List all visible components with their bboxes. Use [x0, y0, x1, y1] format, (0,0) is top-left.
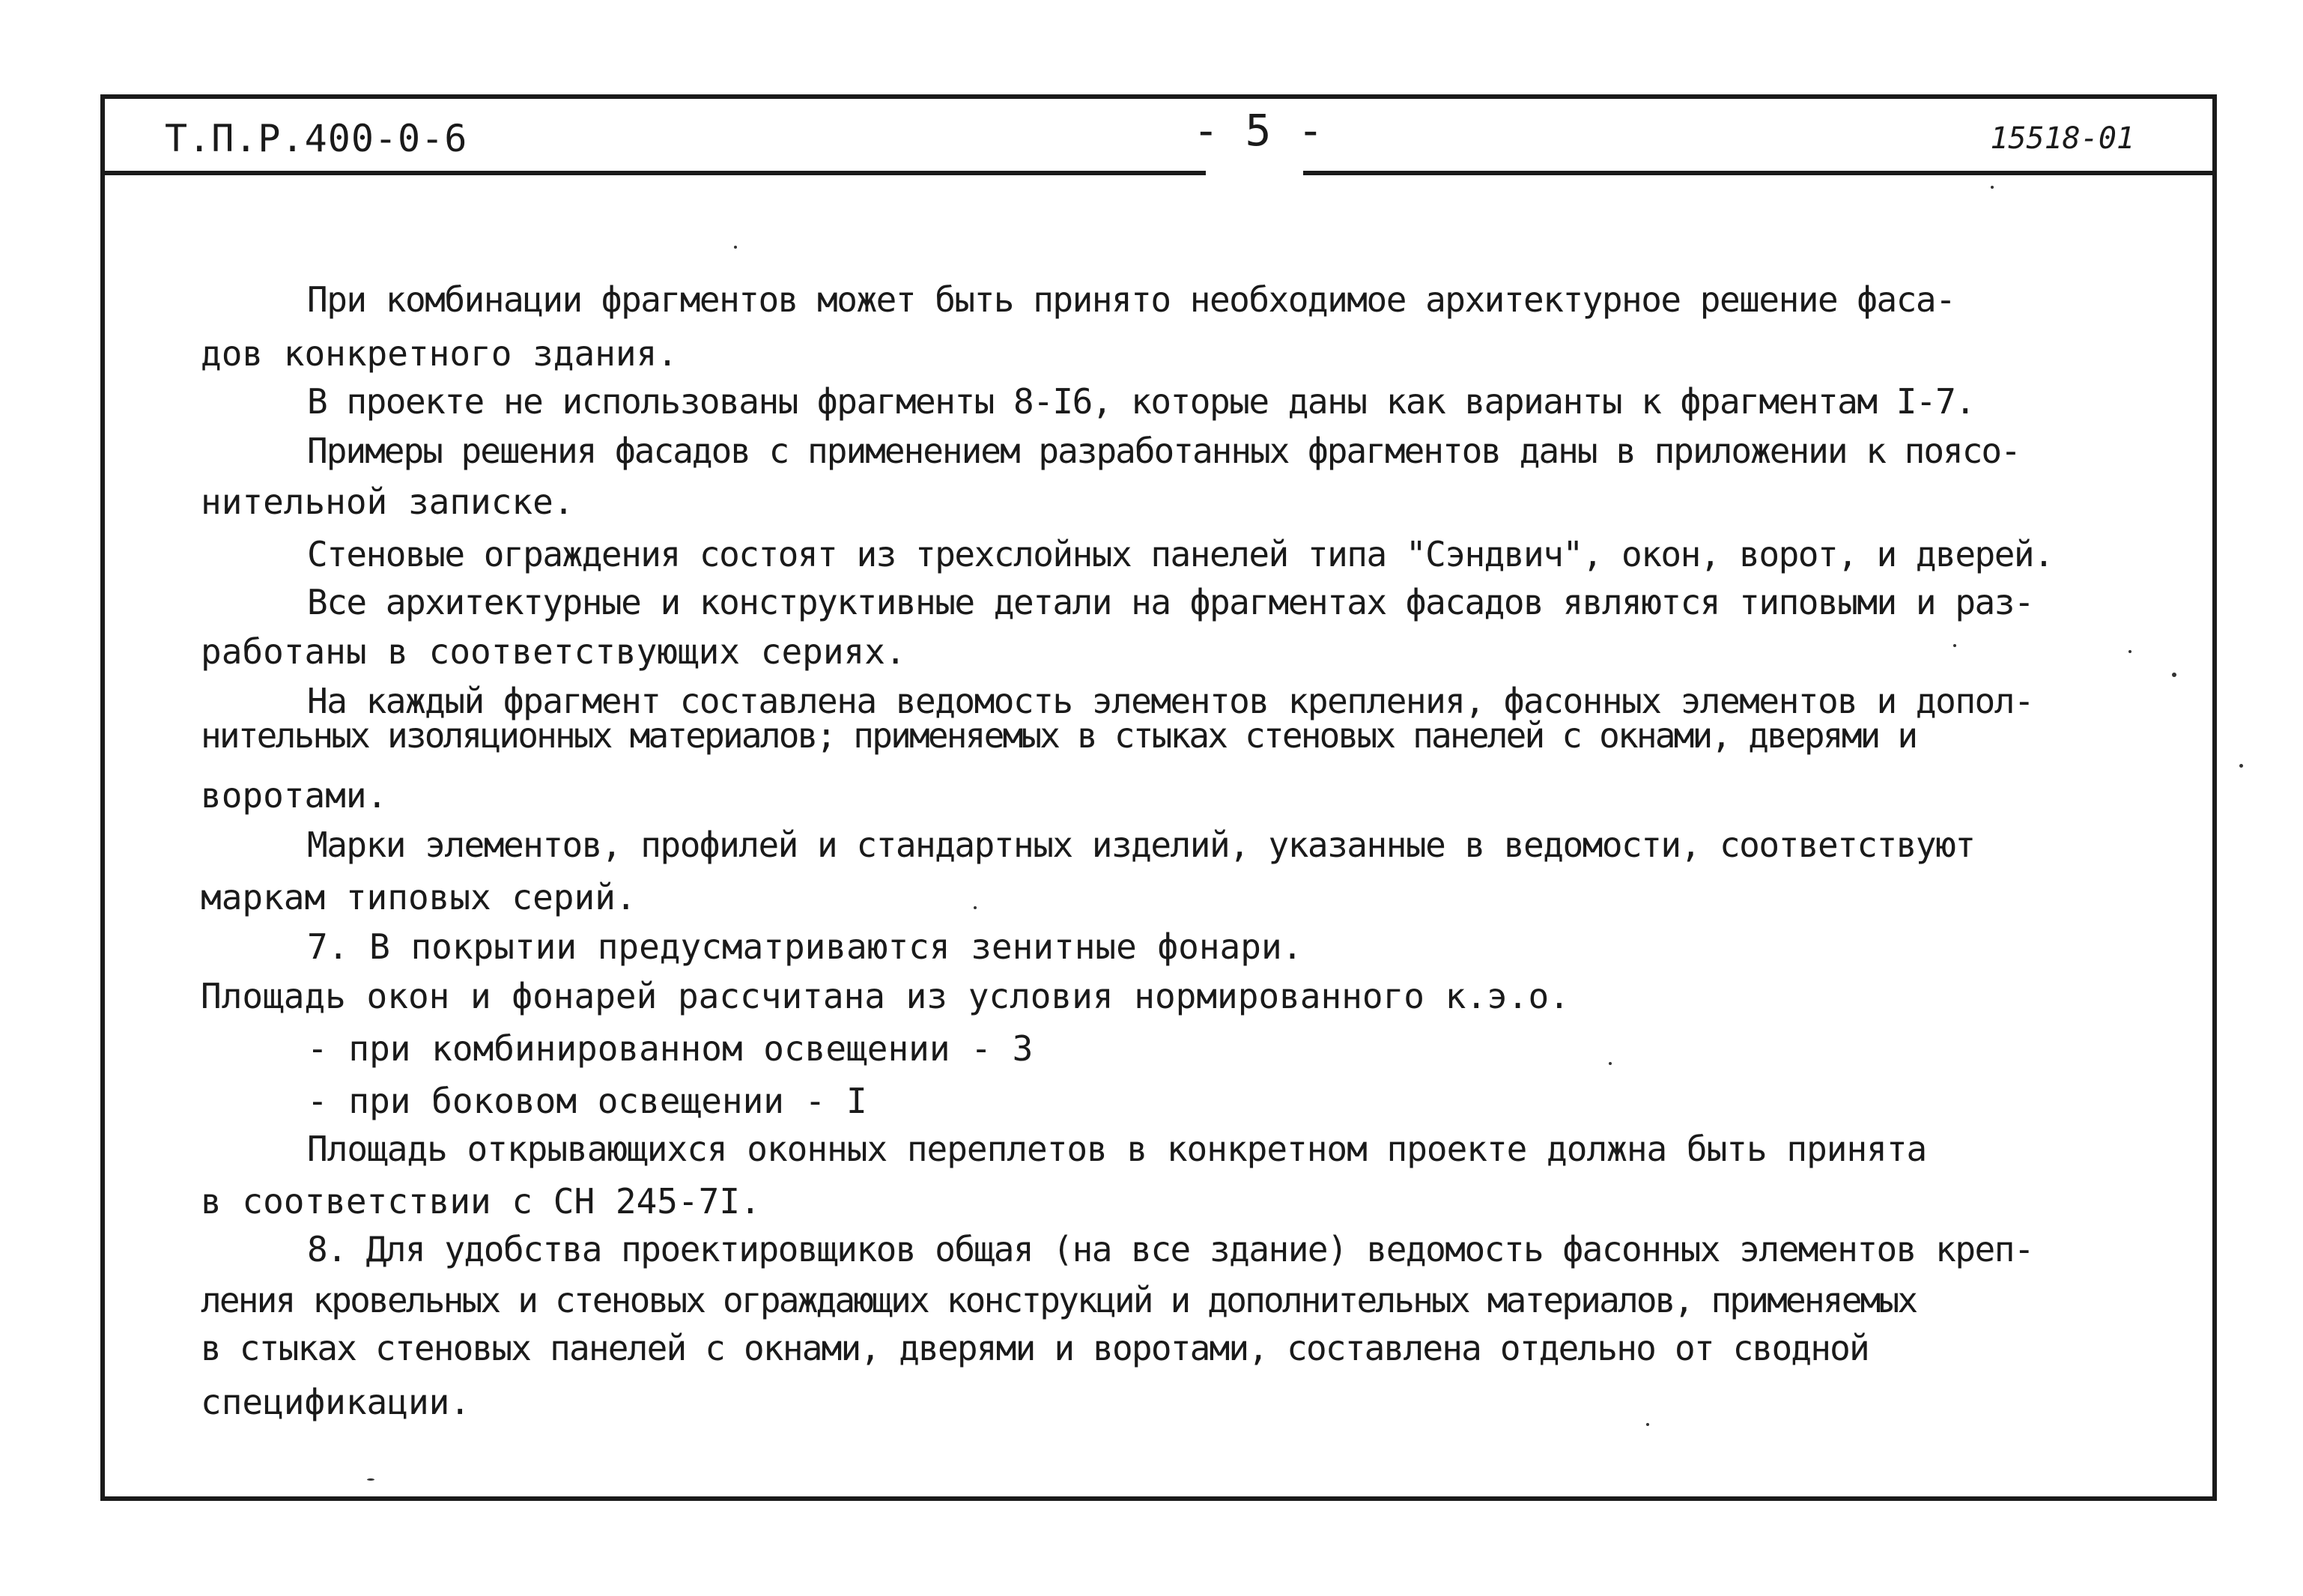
text-line: При комбинации фрагментов может быть принято необходимое архитектурное решение фаса-	[307, 279, 1955, 320]
text-line: в стыках стеновых панелей с окнами, дверями и воротами, составлена отдельно от сводной	[201, 1328, 1869, 1368]
text-line: Стеновые ограждения состоят из трехслойных панелей типа "Сэндвич", окон, ворот, и дверей.	[307, 534, 2054, 574]
text-line: работаны в соответствующих сериях.	[201, 631, 906, 672]
text-line: нительных изоляционных материалов; применяемых в стыках стеновых панелей с окнами, дверями и	[201, 715, 1917, 756]
text-line: Площадь окон и фонарей рассчитана из условия нормированного к.э.о.	[201, 976, 1570, 1016]
sheet-id: 15518-01	[1990, 121, 2134, 156]
text-line: спецификации.	[201, 1382, 471, 1422]
text-line: Все архитектурные и конструктивные детали на фрагментах фасадов являются типовыми и раз-	[307, 582, 2034, 622]
scan-speck	[734, 246, 737, 249]
text-line: Примеры решения фасадов с применением разработанных фрагментов даны в приложении к поясо-	[307, 431, 2020, 471]
text-line: ления кровельных и стеновых ограждающих конструкций и дополнительных материалов, применяемых	[201, 1280, 1917, 1320]
text-line: Площадь открывающихся оконных переплетов в конкретном проекте должна быть принята	[307, 1129, 1927, 1169]
text-line: На каждый фрагмент составлена ведомость элементов крепления, фасонных элементов и допол-	[307, 681, 2034, 721]
scan-speck	[2239, 764, 2243, 768]
text-line: нительной записке.	[201, 482, 574, 522]
scan-speck	[2172, 673, 2176, 677]
text-line: 8. Для удобства проектировщиков общая (на все здание) ведомость фасонных элементов креп-	[307, 1229, 2034, 1269]
text-line: В проекте не использованы фрагменты 8-I6, которые даны как варианты к фрагментам I-7.	[307, 381, 1975, 422]
text-line: - при комбинированном освещении - 3	[307, 1028, 1034, 1069]
scan-speck	[2128, 650, 2131, 653]
page-number: - 5 -	[1192, 105, 1324, 156]
text-line: Марки элементов, профилей и стандартных изделий, указанные в ведомости, соответствуют	[307, 825, 1975, 865]
scan-speck	[1609, 1062, 1612, 1065]
text-line: дов конкретного здания.	[201, 333, 678, 374]
scan-speck	[1991, 186, 1994, 189]
text-line: в соответствии с СН 245-7I.	[201, 1181, 761, 1222]
text-line: - при боковом освещении - I	[307, 1081, 867, 1121]
scan-speck	[974, 906, 977, 909]
document-code: Т.П.Р.400-0-6	[165, 117, 468, 160]
scan-speck	[1953, 644, 1956, 647]
scan-speck	[367, 1478, 374, 1481]
text-line: 7. В покрытии предусматриваются зенитные фонари.	[307, 926, 1303, 967]
scan-speck	[1646, 1423, 1649, 1426]
text-line: воротами.	[201, 775, 388, 816]
text-line: маркам типовых серий.	[201, 877, 637, 917]
